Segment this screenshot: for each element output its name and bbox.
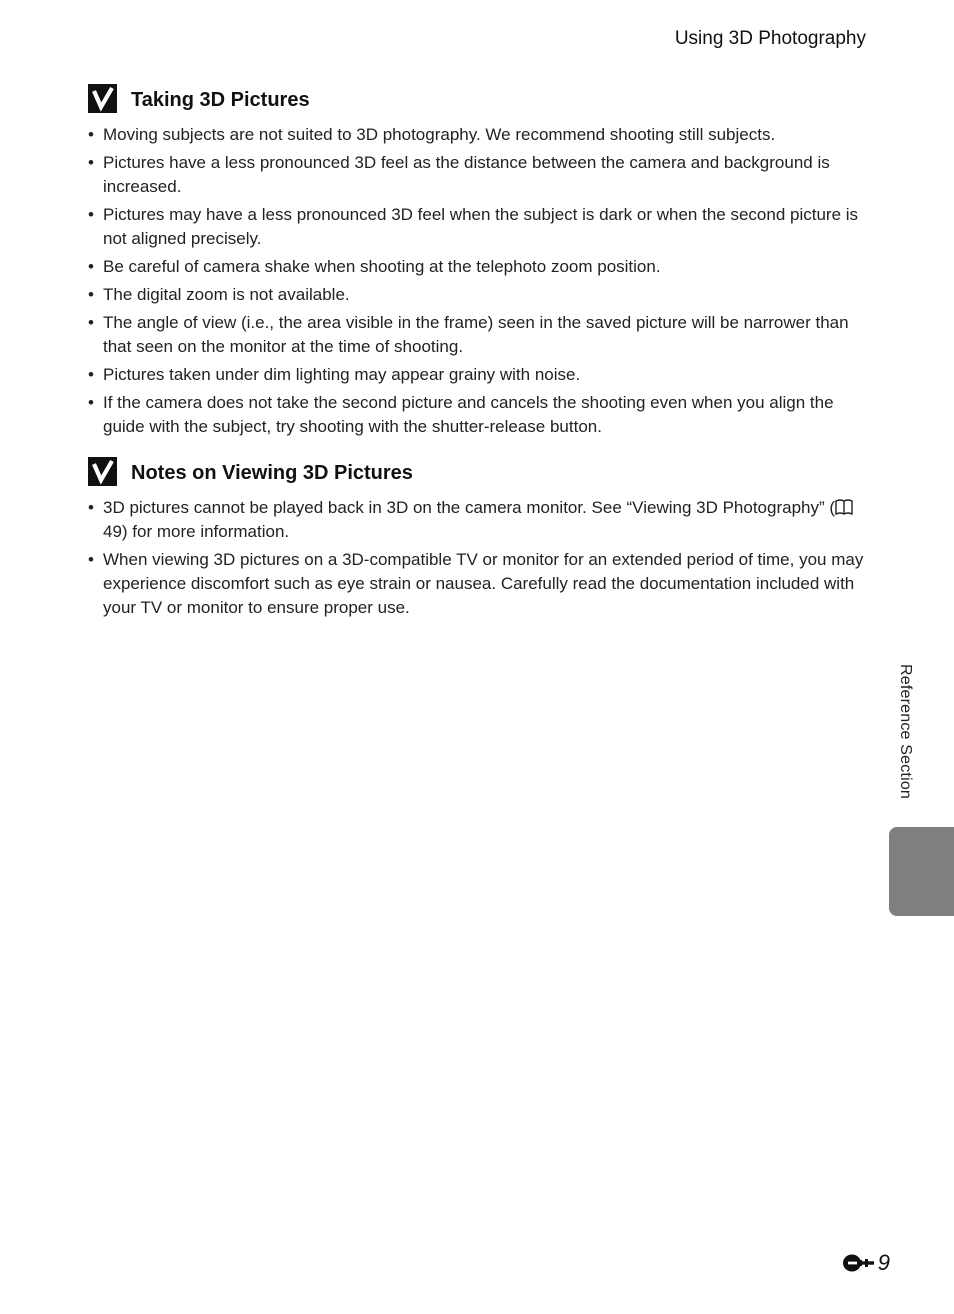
- reference-e-icon: [842, 1253, 876, 1273]
- list-item-text: ) for more information.: [121, 522, 290, 541]
- page-number: [842, 1250, 890, 1276]
- side-section-label: Reference Section: [897, 664, 914, 800]
- running-header: Using 3D Photography: [674, 28, 866, 49]
- list-item: • Pictures may have a less pronounced 3D feel when the subject is dark or when the second picture is not aligned precisely.: [88, 203, 868, 251]
- list-item-text: 3D pictures cannot be played back in 3D on the camera monitor. See “Viewing 3D Photography” (: [103, 498, 836, 517]
- section-title: Taking 3D Pictures: [131, 88, 310, 111]
- section-taking-3d-pictures: [88, 83, 868, 443]
- bullet-list: [88, 496, 868, 620]
- check-note-icon: [88, 84, 117, 113]
- page-number-value: 9: [877, 1250, 890, 1275]
- bullet-list: [88, 123, 868, 439]
- list-item: • Moving subjects are not suited to 3D photography. We recommend shooting still subjects.: [88, 123, 868, 147]
- section-heading: [88, 83, 868, 117]
- page-reference[interactable]: 49: [103, 522, 122, 541]
- list-item: [88, 496, 868, 544]
- book-reference-icon: [835, 499, 853, 515]
- list-item: • When viewing 3D pictures on a 3D-compatible TV or monitor for an extended period of time, you may experience discomfort such as eye strain or nausea. Carefully read the documentation included with your TV or monitor to ensure proper use.: [88, 548, 868, 620]
- check-note-icon: [88, 457, 117, 486]
- section-heading: [88, 456, 868, 490]
- list-item: • The digital zoom is not available.: [88, 283, 868, 307]
- side-section-tab: [889, 827, 954, 916]
- list-item: • If the camera does not take the second picture and cancels the shooting even when you align the guide with the subject, try shooting with the shutter-release button.: [88, 391, 868, 439]
- section-notes-on-viewing-3d-pictures: [88, 456, 868, 624]
- list-item: • Pictures have a less pronounced 3D feel as the distance between the camera and background is increased.: [88, 151, 868, 199]
- section-title: Notes on Viewing 3D Pictures: [131, 461, 413, 484]
- list-item: • Be careful of camera shake when shooting at the telephoto zoom position.: [88, 255, 868, 279]
- list-item: • The angle of view (i.e., the area visible in the frame) seen in the saved picture will be narrower than that seen on the monitor at the time of shooting.: [88, 311, 868, 359]
- list-item: • Pictures taken under dim lighting may appear grainy with noise.: [88, 363, 868, 387]
